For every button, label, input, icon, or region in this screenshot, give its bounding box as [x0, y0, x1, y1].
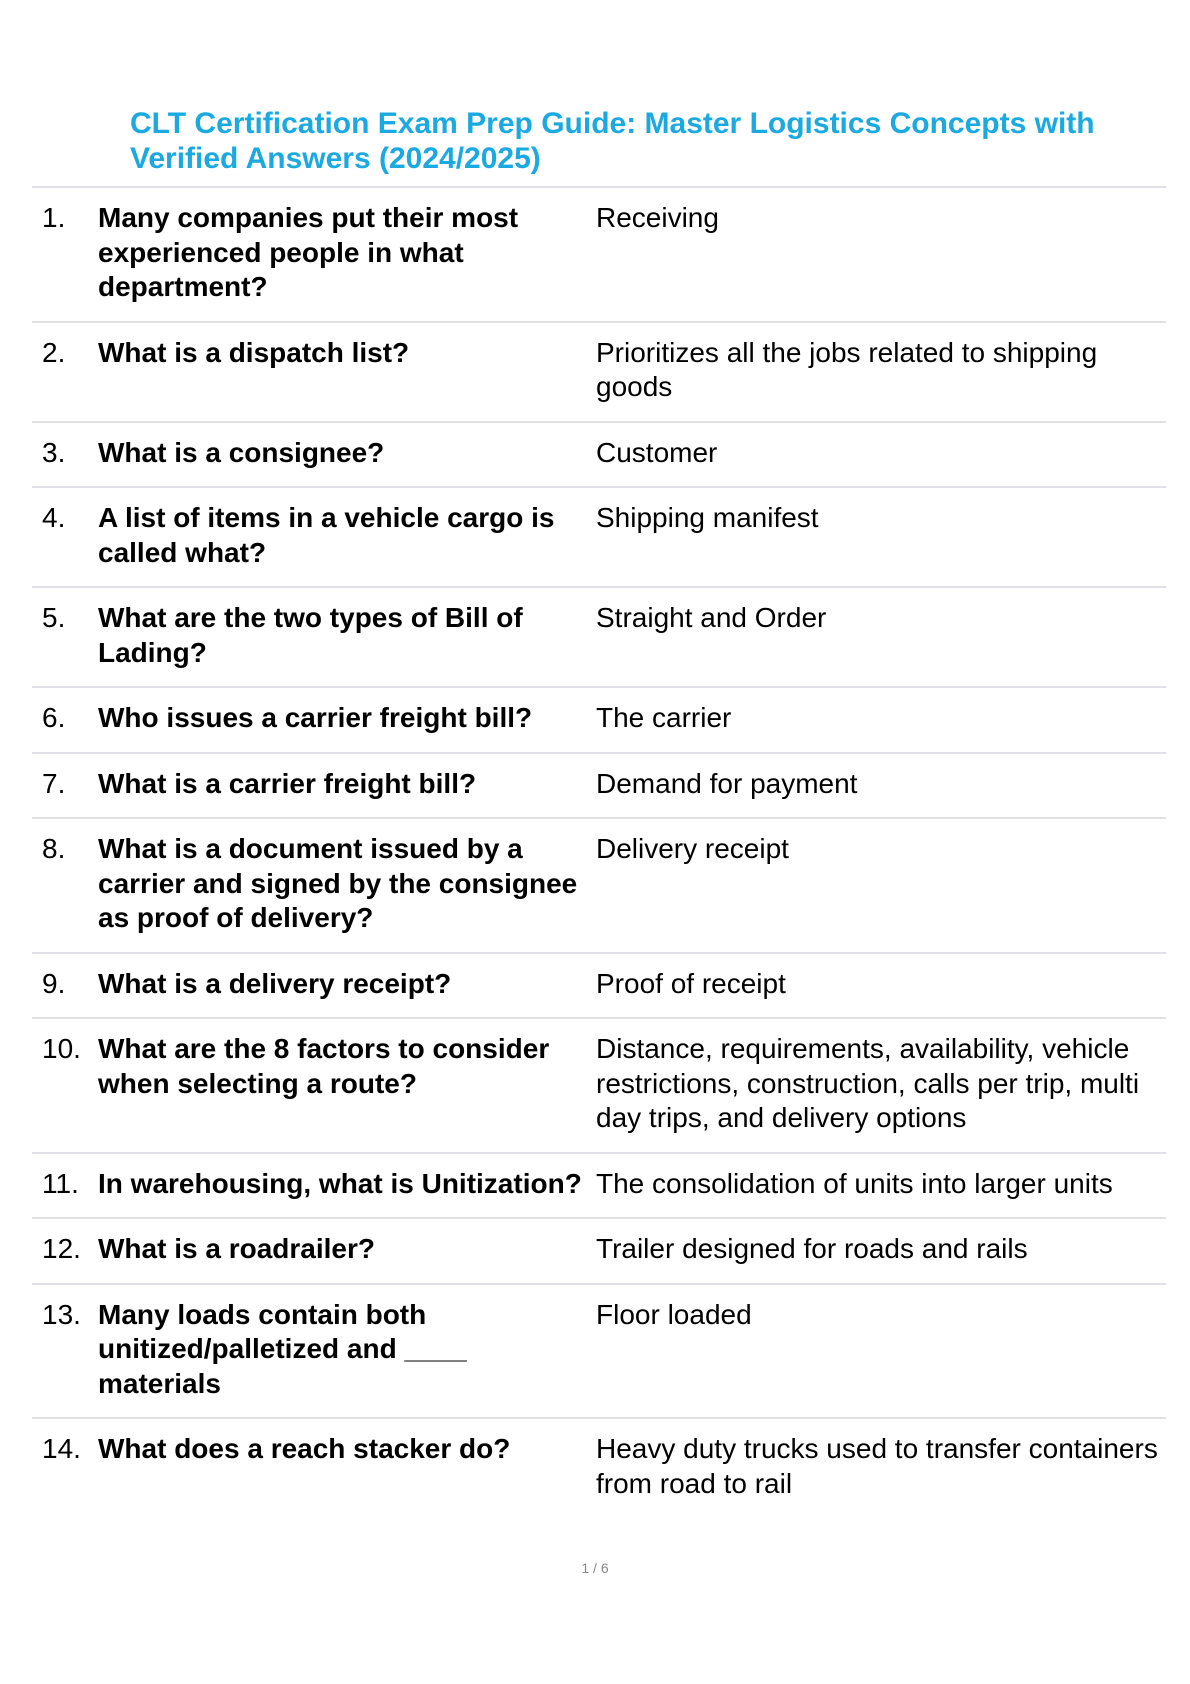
answer: The carrier: [596, 702, 732, 733]
answer: Straight and Order: [596, 602, 827, 633]
item-number: 8.: [42, 833, 66, 864]
question: What is a consignee?: [98, 436, 385, 468]
answer: Prioritizes all the jobs related to shipping goods: [596, 336, 1098, 402]
table-row: [32, 1017, 1166, 1152]
answer: The consolidation of units into larger units: [596, 1167, 1113, 1199]
table-row: [32, 1152, 1166, 1218]
question: Many loads contain both unitized/palletized and ____ materials: [98, 1298, 467, 1399]
item-number: 2.: [42, 336, 66, 368]
question: What are the two types of Bill of Lading?: [98, 602, 523, 668]
item-number: 6.: [42, 702, 66, 733]
table-row: [32, 1417, 1166, 1517]
question: What is a dispatch list?: [98, 336, 410, 368]
item-number: 12.: [42, 1233, 81, 1264]
table-row: [32, 752, 1166, 818]
table-row: [32, 952, 1166, 1018]
answer: Distance, requirements, availability, vehicle restrictions, construction, calls per trip, multi day trips, and delivery options: [596, 1033, 1140, 1133]
answer: Proof of receipt: [596, 967, 786, 999]
document-title: CLT Certification Exam Prep Guide: Master Logistics Concepts with Verified Answers (2024/2025): [130, 107, 1095, 175]
page-number: 1 / 6: [581, 1560, 609, 1576]
item-number: 7.: [42, 767, 66, 799]
item-number: 10.: [42, 1033, 81, 1064]
table-row: [32, 1217, 1166, 1283]
answer: Demand for payment: [596, 767, 858, 799]
answer: Delivery receipt: [596, 833, 789, 864]
table-row: [32, 686, 1166, 752]
qa-table: [32, 186, 1166, 1517]
question: In warehousing, what is Unitization?: [98, 1167, 582, 1199]
question: What is a delivery receipt?: [98, 967, 452, 999]
question: A list of items in a vehicle cargo is called what?: [98, 502, 555, 568]
answer: Floor loaded: [596, 1298, 752, 1330]
item-number: 14.: [42, 1433, 81, 1464]
table-row: [32, 186, 1166, 321]
question: What is a roadrailer?: [98, 1233, 375, 1264]
table-row: [32, 586, 1166, 686]
table-row: [32, 321, 1166, 421]
question: Who issues a carrier freight bill?: [98, 702, 533, 733]
answer: Heavy duty trucks used to transfer containers from road to rail: [596, 1433, 1158, 1499]
item-number: 9.: [42, 967, 66, 999]
question: What is a carrier freight bill?: [98, 767, 477, 799]
item-number: 4.: [42, 502, 66, 533]
item-number: 11.: [42, 1167, 79, 1199]
item-number: 1.: [42, 202, 66, 233]
question: What does a reach stacker do?: [98, 1433, 511, 1464]
table-row: [32, 817, 1166, 952]
question: What is a document issued by a carrier and signed by the consignee as proof of delivery?: [98, 833, 578, 933]
item-number: 3.: [42, 436, 66, 468]
question: Many companies put their most experienced people in what department?: [98, 202, 519, 302]
answer: Customer: [596, 436, 718, 468]
question: What are the 8 factors to consider when selecting a route?: [98, 1033, 550, 1099]
table-row: [32, 1283, 1166, 1418]
table-row: [32, 421, 1166, 487]
answer: Receiving: [596, 202, 719, 233]
table-row: [32, 486, 1166, 586]
item-number: 5.: [42, 602, 66, 633]
answer: Trailer designed for roads and rails: [596, 1233, 1028, 1264]
item-number: 13.: [42, 1298, 81, 1330]
answer: Shipping manifest: [596, 502, 819, 533]
